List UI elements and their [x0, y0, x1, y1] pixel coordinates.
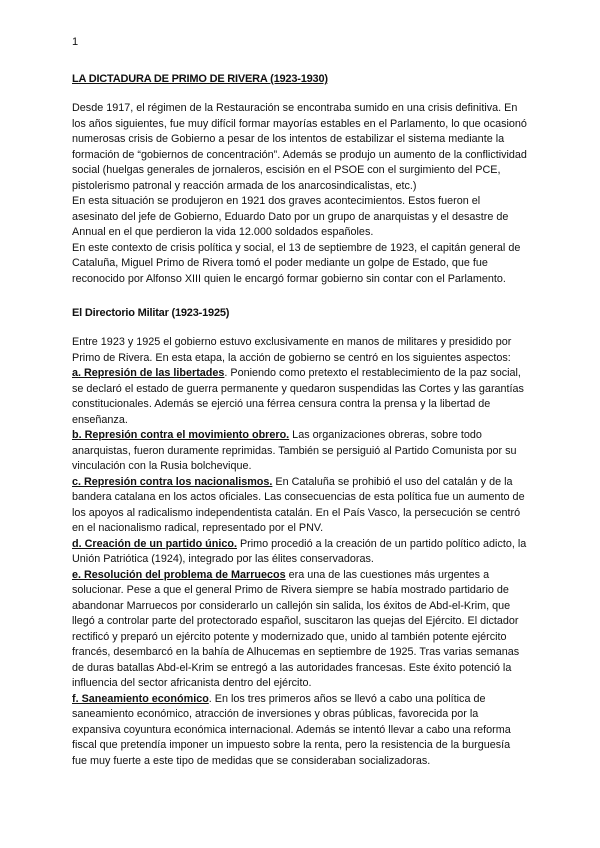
point-heading: c. Represión contra los nacionalismos. [72, 475, 273, 488]
point-a [72, 366, 528, 428]
point-text: Las organizaciones obreras, sobre todo anarquistas, fueron duramente reprimidas. También se persiguió al Partido Comunista por su vinculación con la Rusia bolchevique. [72, 429, 517, 472]
point-heading: f. Saneamiento económico [72, 692, 209, 705]
point-c [72, 475, 528, 537]
point-heading: a. Represión de las libertades [72, 367, 225, 379]
point-e [72, 568, 528, 692]
directorio-section [72, 335, 528, 769]
intro-paragraph: En esta situación se produjeron en 1921 dos graves acontecimientos. Estos fueron el asesinato del jefe de Gobierno, Eduardo Dato por un grupo de anarquistas y el desastre de Annual en el que perdieron la vida 12.000 soldados españoles. [72, 195, 509, 238]
point-heading: b. Represión contra el movimiento obrero. [72, 429, 290, 441]
point-text: era una de las cuestiones más urgentes a solucionar. Pese a que el general Primo de Rivera siempre se había mostrado partidario de abandonar Marruecos por considerarlo un callejón sin salida, los éxitos de Abd-el-Krim, que llegó a controlar parte del protectorado español, suscitaron las quejas del Ejército. El dictador rectificó y preparó un ejército potente y modernizado que, unido al también potente ejército francés, desembarcó en la bahía de Alhucemas en septiembre de 1925. Tras varias semanas de duras batallas Abd-el-Krim se entregó a las autoridades francesas. Este éxito potenció la influencia del sector africanista dentro del ejército. [72, 568, 520, 689]
intro-paragraph: Desde 1917, el régimen de la Restauración se encontraba sumido en una crisis definitiva. En los años siguientes, fue muy difícil formar mayorías estables en el Parlamento, lo que ocasionó numerosas crisis de Gobierno a pesar de los intentos de estabilizar el sistema mediante la formación de “gobiernos de concentración”. Además se produjo un aumento de la conflictividad social (huelgas generales de jornaleros, escisión en el PSOE con el surgimiento del PCE, pistolerismo patronal y reacción armada de los anarcosindicalistas, etc.) [72, 102, 527, 192]
intro-section [72, 101, 528, 287]
point-f [72, 692, 528, 770]
point-text: . Poniendo como pretexto el restablecimiento de la paz social, se declaró el estado de guerra permanente y quedaron suspendidas las Cortes y las garantías constitucionales. Además se ejerció una férrea censura contra la prensa y la libertad de enseñanza. [72, 367, 524, 426]
section-intro: Entre 1923 y 1925 el gobierno estuvo exclusivamente en manos de militares y presidido por Primo de Rivera. En esta etapa, la acción de gobierno se centró en los siguientes aspectos: [72, 336, 512, 364]
point-heading: d. Creación de un partido único. [72, 537, 237, 550]
point-text: Primo procedió a la creación de un partido político adicto, la Unión Patriótica (1924), integrado por las élites conservadoras. [72, 537, 527, 565]
page-number: 1 [72, 36, 79, 48]
section-title: El Directorio Militar (1923-1925) [72, 307, 230, 319]
document-title: LA DICTADURA DE PRIMO DE RIVERA (1923-1930) [72, 73, 328, 85]
point-heading: e. Resolución del problema de Marruecos [72, 568, 286, 581]
point-b [72, 428, 528, 475]
point-text: . En los tres primeros años se llevó a cabo una política de saneamiento económico, atracción de inversiones y obras públicas, favorecida por la expansiva coyuntura económica internacional. Además se intentó llevar a cabo una reforma fiscal que pretendía imponer un impuesto sobre la renta, pero la resistencia de la burguesía fue muy fuerte a este tipo de medidas que se consideraban socializadoras. [72, 692, 511, 767]
intro-paragraph: En este contexto de crisis política y social, el 13 de septiembre de 1923, el capitán general de Cataluña, Miguel Primo de Rivera tomó el poder mediante un golpe de Estado, que fue reconocido por Alfonso XIII quien le encargó formar gobierno sin contar con el Parlamento. [72, 241, 521, 285]
point-d [72, 537, 528, 568]
point-text: En Cataluña se prohibió el uso del catalán y de la bandera catalana en los actos oficiales. Las consecuencias de esta política fue un aumento de los apoyos al radicalismo independentista catalán. En el País Vasco, la persecución se centró en el nacionalismo radical, representado por el PNV. [72, 475, 525, 534]
